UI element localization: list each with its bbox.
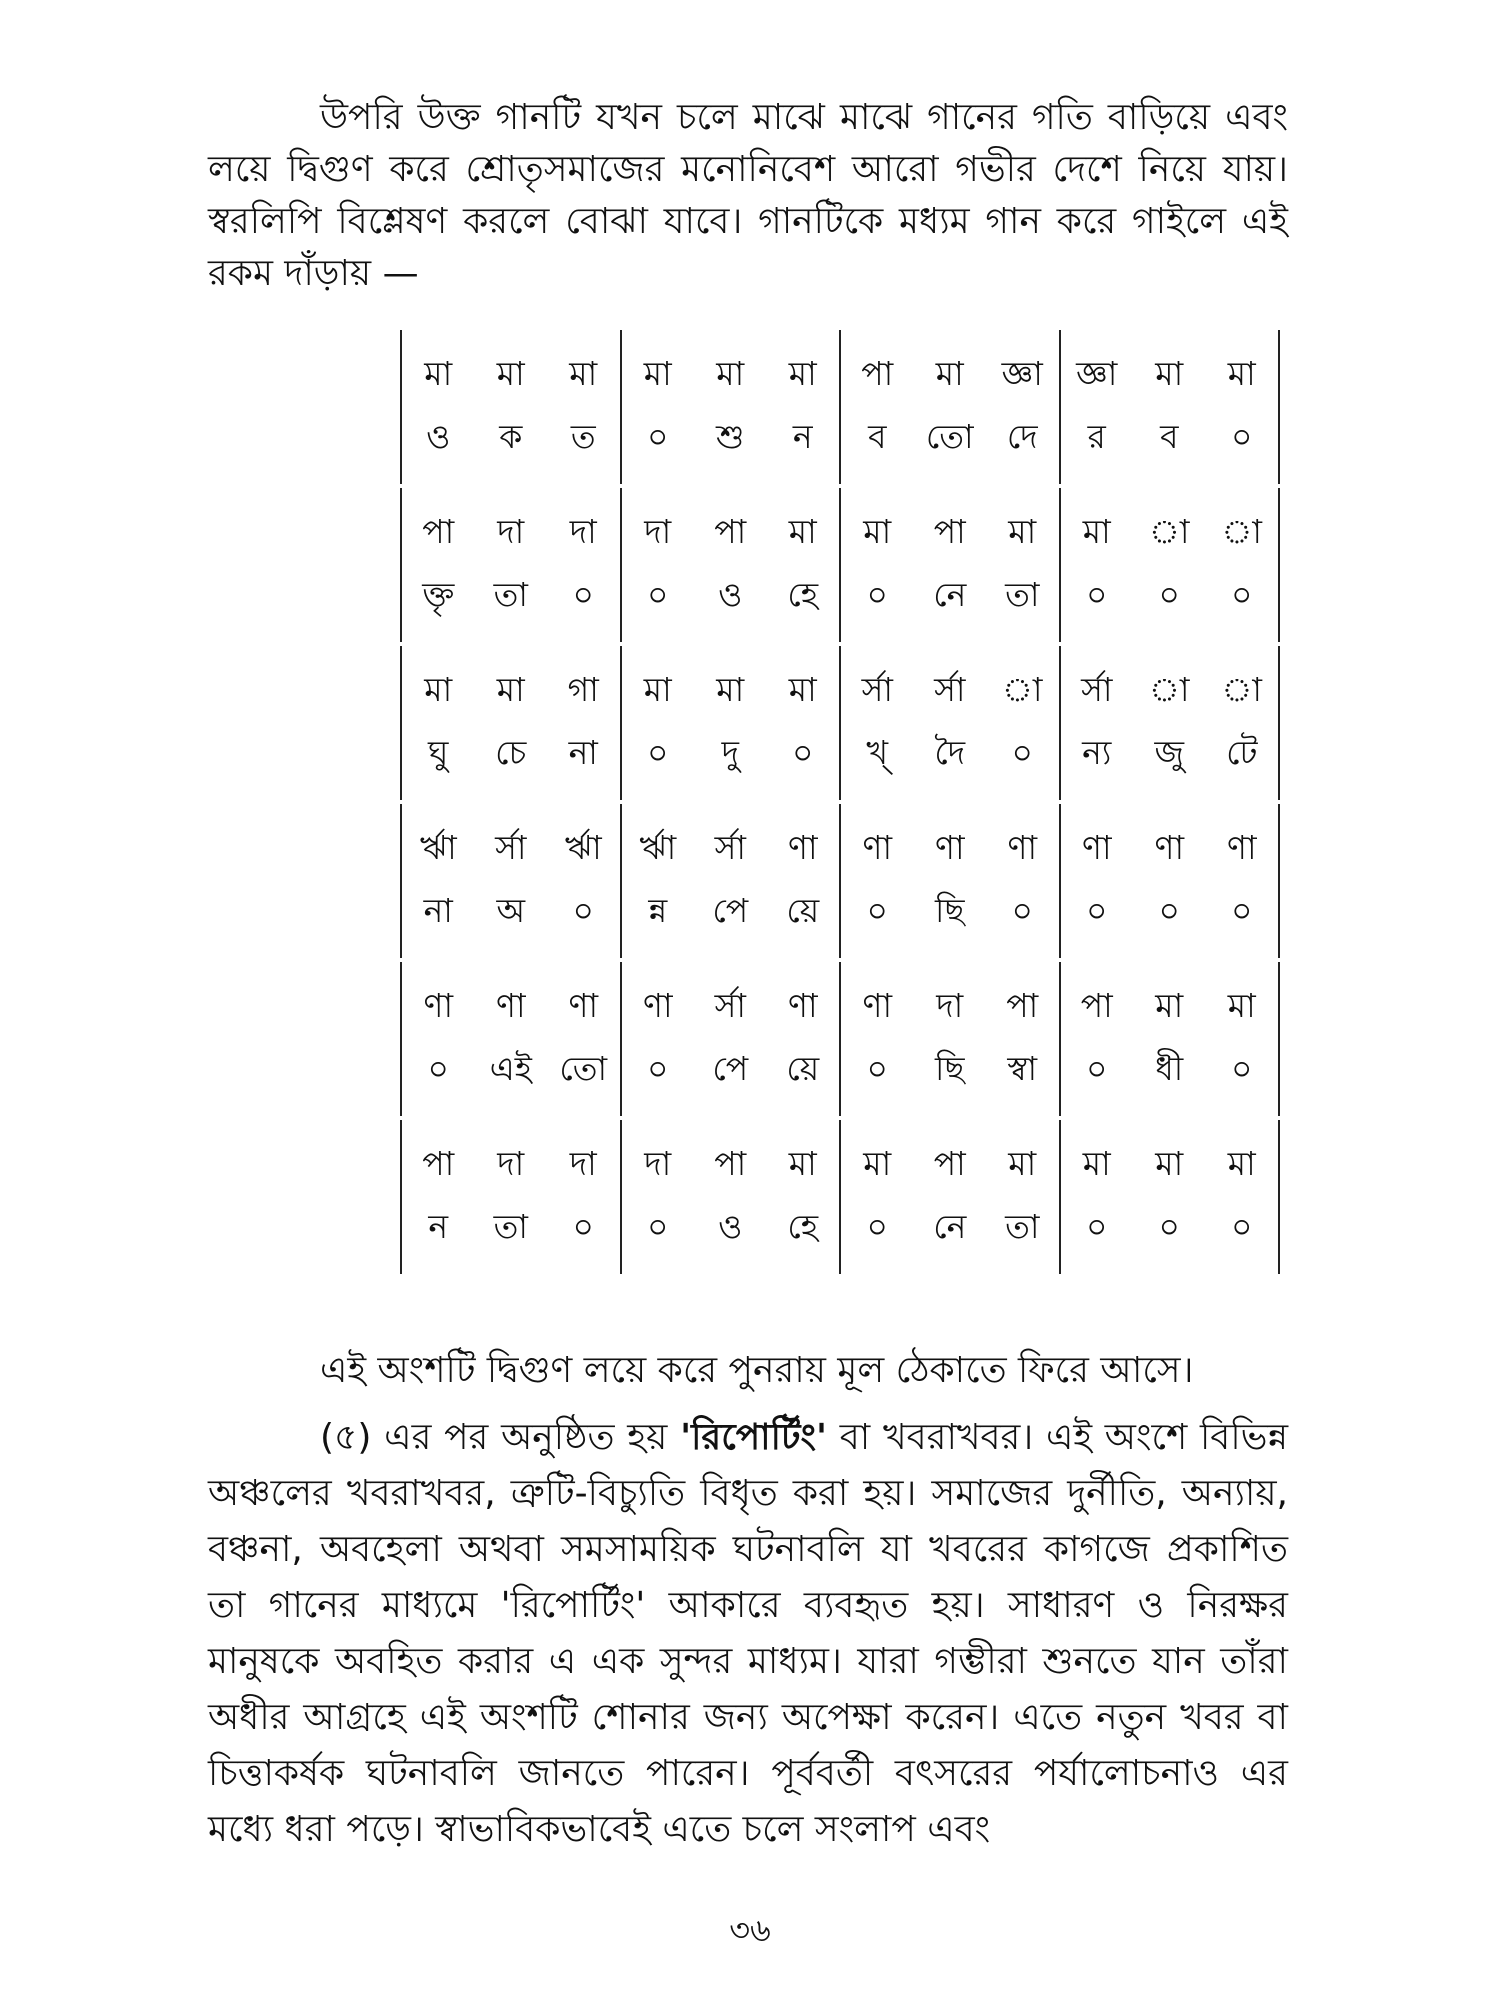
notation-measure — [839, 1120, 1059, 1274]
lyric-row — [402, 885, 620, 941]
note-cell: মা — [1008, 511, 1037, 551]
notation-measure — [400, 1120, 620, 1274]
notation-measure — [400, 962, 620, 1116]
lyric-row — [622, 1201, 840, 1257]
lyric-cell: স্বা — [1007, 1048, 1038, 1088]
lyric-cell: জু — [1154, 732, 1185, 772]
intro-paragraph: উপরি উক্ত গানটি যখন চলে মাঝে মাঝে গানের গতি বাড়িয়ে এবং লয়ে দ্বিগুণ করে শ্রোতৃসমাজের মনোনিবেশ আরো গভীর দেশে নিয়ে যায়। স্বরলিপি বিশ্লেষণ করলে বোঝা যাবে। গানটিকে মধ্যম গান করে গাইলে এই রকম দাঁড়ায় — — [208, 97, 1288, 294]
lyric-cell: য়ে — [786, 1048, 820, 1088]
lyric-cell: দে — [1006, 416, 1038, 456]
note-cell: ণা — [423, 985, 454, 1025]
note-row — [622, 506, 840, 562]
lyric-cell: ক্তৃ — [422, 574, 455, 614]
lyric-cell: ছি — [935, 1048, 965, 1088]
note-cell: র্সা — [934, 669, 966, 709]
reporting-body: বা খবরাখবর। এই অংশে বিভিন্ন অঞ্চলের খবরাখবর, ত্রুটি-বিচ্যুতি বিধৃত করা হয়। সমাজের দুর্নীতি, অন্যায়, বঞ্চনা, অবহেলা অথবা সমসাময়িক ঘটনাবলি যা খবরের কাগজে প্রকাশিত তা গানের মাধ্যমে 'রিপোর্টিং' আকারে ব্যবহৃত হয়। সাধারণ ও নিরক্ষর মানুষকে অবহিত করার এ এক সুন্দর মাধ্যম। যারা গম্ভীরা শুনতে যান তাঁরা অধীর আগ্রহে এই অংশটি শোনার জন্য অপেক্ষা করেন। এতে নতুন খবর বা চিত্তাকর্ষক ঘটনাবলি জানতে পারেন। পূর্ববর্তী বৎসরের পর্যালোচনাও এর মধ্যে ধরা পড়ে। স্বাভাবিকভাবেই এতে চলে সংলাপ এবং — [208, 1417, 1288, 1850]
note-row — [622, 980, 840, 1036]
note-cell: ণা — [495, 985, 526, 1025]
note-cell: ণা — [642, 985, 673, 1025]
notation-measure — [620, 962, 840, 1116]
note-cell: পা — [1006, 985, 1039, 1025]
notation-measure — [1059, 330, 1281, 484]
note-cell: পা — [422, 1143, 455, 1183]
lyric-cell: তা — [1005, 1206, 1040, 1246]
lyric-cell: দৈ — [934, 732, 966, 772]
lyric-cell: ন্ন — [648, 890, 668, 930]
lyric-cell: ০ — [1231, 1206, 1253, 1246]
lyric-row — [1061, 411, 1279, 467]
lyric-cell: পে — [712, 890, 749, 930]
note-cell: র্সা — [495, 827, 527, 867]
page-number: ৩৬ — [729, 1911, 771, 1949]
lyric-cell: ছি — [935, 890, 965, 930]
lyric-row — [841, 1201, 1059, 1257]
note-cell: দা — [497, 1143, 525, 1183]
lyric-cell: পে — [712, 1048, 749, 1088]
note-cell: পা — [933, 1143, 966, 1183]
note-cell: ণা — [1081, 827, 1112, 867]
lyric-row — [402, 1043, 620, 1099]
note-cell: ণা — [1007, 827, 1038, 867]
notation-measure — [400, 330, 620, 484]
lyric-cell: ০ — [866, 574, 888, 614]
note-cell: র্ঋা — [564, 827, 602, 867]
note-row — [402, 664, 620, 720]
note-row — [1061, 1138, 1279, 1194]
lyric-row — [841, 411, 1059, 467]
notation-block — [400, 330, 1280, 484]
note-cell: দা — [497, 511, 525, 551]
lyric-cell: ০ — [1011, 890, 1033, 930]
note-row — [402, 506, 620, 562]
note-cell: পা — [861, 353, 894, 393]
lyric-cell: ব — [868, 416, 887, 456]
lyric-cell: ০ — [1231, 1048, 1253, 1088]
lyric-cell: র — [1087, 416, 1106, 456]
note-cell: া — [1002, 669, 1043, 709]
note-cell: দা — [936, 985, 964, 1025]
note-cell: দা — [569, 511, 597, 551]
lyric-cell: ক — [499, 416, 523, 456]
note-cell: পা — [1080, 985, 1113, 1025]
notation-measure — [1059, 488, 1281, 642]
note-row — [402, 348, 620, 404]
lyric-cell: ০ — [572, 1206, 594, 1246]
note-row — [1061, 822, 1279, 878]
note-cell: মা — [1155, 353, 1184, 393]
note-cell: মা — [643, 353, 672, 393]
lyric-row — [622, 411, 840, 467]
note-cell: দা — [644, 1143, 672, 1183]
lyric-cell: ০ — [1158, 1206, 1180, 1246]
lyric-cell: ন — [792, 416, 813, 456]
note-cell: মা — [788, 353, 817, 393]
lyric-cell: ঘু — [428, 732, 449, 772]
note-cell: মা — [424, 353, 453, 393]
note-row — [622, 1138, 840, 1194]
note-cell: মা — [1227, 1143, 1256, 1183]
note-row — [622, 822, 840, 878]
notation-measure — [620, 804, 840, 958]
note-cell: পা — [714, 511, 747, 551]
reporting-paragraph — [208, 1410, 1288, 1858]
notation-measure — [620, 1120, 840, 1274]
after-notation-paragraph: এই অংশটি দ্বিগুণ লয়ে করে পুনরায় মূল ঠেকাতে ফিরে আসে। — [320, 1350, 1194, 1391]
lyric-cell: ০ — [866, 1048, 888, 1088]
note-cell: মা — [788, 669, 817, 709]
lyric-cell: তো — [559, 1048, 608, 1088]
note-cell: ণা — [862, 827, 893, 867]
lyric-cell: ০ — [1158, 574, 1180, 614]
lyric-cell: হে — [787, 1206, 819, 1246]
note-cell: র্সা — [1081, 669, 1113, 709]
note-row — [841, 1138, 1059, 1194]
note-cell: ণা — [862, 985, 893, 1025]
lyric-row — [841, 885, 1059, 941]
lyric-cell: চে — [495, 732, 527, 772]
note-cell: মা — [496, 669, 525, 709]
lyric-cell: ন্য — [1082, 732, 1112, 772]
notation-block — [400, 488, 1280, 642]
lyric-cell: ও — [718, 1206, 743, 1246]
note-cell: মা — [788, 511, 817, 551]
notation-measure — [400, 646, 620, 800]
note-cell: র্সা — [714, 985, 746, 1025]
note-cell: ণা — [787, 985, 818, 1025]
note-cell: দা — [644, 511, 672, 551]
swaralipi-notation — [400, 330, 1280, 1278]
lyric-cell: ০ — [1011, 732, 1033, 772]
notation-measure — [1059, 804, 1281, 958]
note-cell: মা — [496, 353, 525, 393]
note-cell: মা — [863, 1143, 892, 1183]
lyric-cell: ধী — [1155, 1048, 1184, 1088]
note-cell: জ্ঞা — [1076, 353, 1118, 393]
notation-block — [400, 1120, 1280, 1274]
note-row — [402, 1138, 620, 1194]
lyric-cell: ০ — [647, 732, 669, 772]
note-row — [841, 348, 1059, 404]
lyric-cell: ০ — [1231, 890, 1253, 930]
note-cell: পা — [714, 1143, 747, 1183]
lyric-cell: তো — [925, 416, 974, 456]
lyric-row — [841, 727, 1059, 783]
lyric-cell: ত — [570, 416, 596, 456]
notation-measure — [1059, 1120, 1281, 1274]
notation-measure — [839, 962, 1059, 1116]
note-cell: া — [1149, 669, 1190, 709]
lyric-cell: ০ — [647, 574, 669, 614]
lyric-cell: শু — [716, 416, 745, 456]
note-cell: পা — [422, 511, 455, 551]
lyric-row — [402, 411, 620, 467]
note-cell: পা — [933, 511, 966, 551]
note-cell: মা — [1227, 353, 1256, 393]
lyric-cell: অ — [496, 890, 526, 930]
note-cell: র্ঋা — [639, 827, 677, 867]
notation-block — [400, 804, 1280, 958]
lyric-row — [622, 569, 840, 625]
lyric-cell: ন — [428, 1206, 449, 1246]
note-cell: মা — [643, 669, 672, 709]
lyric-cell: ০ — [572, 890, 594, 930]
lyric-row — [1061, 1201, 1279, 1257]
lyric-cell: ০ — [1231, 574, 1253, 614]
lyric-cell: ও — [718, 574, 743, 614]
note-row — [841, 980, 1059, 1036]
lyric-cell: এই — [489, 1048, 532, 1088]
lyric-cell: ০ — [1086, 1206, 1108, 1246]
note-cell: মা — [1008, 1143, 1037, 1183]
lyric-cell: ০ — [792, 732, 814, 772]
note-cell: ণা — [568, 985, 599, 1025]
note-cell: মা — [1227, 985, 1256, 1025]
note-row — [841, 822, 1059, 878]
note-cell: মা — [1155, 985, 1184, 1025]
lyric-cell: তা — [493, 574, 528, 614]
lyric-row — [622, 1043, 840, 1099]
lyric-row — [841, 1043, 1059, 1099]
note-cell: গা — [567, 669, 599, 709]
note-cell: মা — [1082, 1143, 1111, 1183]
notation-measure — [1059, 962, 1281, 1116]
note-row — [402, 980, 620, 1036]
lyric-row — [1061, 727, 1279, 783]
lyric-row — [841, 569, 1059, 625]
lyric-cell: ০ — [1231, 416, 1253, 456]
note-cell: া — [1149, 511, 1190, 551]
lyric-row — [402, 569, 620, 625]
reporting-lead: (৫) এর পর অনুষ্ঠিত হয় — [320, 1417, 681, 1458]
notation-measure — [400, 804, 620, 958]
notation-measure — [620, 646, 840, 800]
lyric-cell: না — [423, 890, 453, 930]
notation-measure — [839, 488, 1059, 642]
note-cell: মা — [1082, 511, 1111, 551]
note-cell: মা — [788, 1143, 817, 1183]
note-cell: ণা — [1154, 827, 1185, 867]
notation-measure — [400, 488, 620, 642]
lyric-cell: না — [568, 732, 598, 772]
lyric-row — [402, 1201, 620, 1257]
lyric-cell: ০ — [1086, 1048, 1108, 1088]
lyric-cell: য়ে — [786, 890, 820, 930]
lyric-cell: ও — [426, 416, 451, 456]
note-cell: মা — [569, 353, 598, 393]
note-row — [1061, 980, 1279, 1036]
note-cell: মা — [863, 511, 892, 551]
note-cell: মা — [716, 353, 745, 393]
lyric-cell: টে — [1226, 732, 1258, 772]
lyric-cell: ব — [1160, 416, 1179, 456]
notation-measure — [839, 330, 1059, 484]
notation-block — [400, 646, 1280, 800]
lyric-cell: ০ — [866, 1206, 888, 1246]
notation-measure — [1059, 646, 1281, 800]
note-cell: ণা — [934, 827, 965, 867]
lyric-cell: তা — [493, 1206, 528, 1246]
note-cell: া — [1221, 511, 1262, 551]
lyric-row — [1061, 885, 1279, 941]
lyric-cell: ০ — [647, 1206, 669, 1246]
lyric-cell: খ্ — [866, 732, 889, 772]
notation-measure — [620, 330, 840, 484]
lyric-row — [622, 885, 840, 941]
note-row — [402, 822, 620, 878]
notation-measure — [839, 646, 1059, 800]
lyric-row — [1061, 1043, 1279, 1099]
note-row — [841, 664, 1059, 720]
lyric-cell: ০ — [1086, 890, 1108, 930]
lyric-cell: ০ — [1158, 890, 1180, 930]
note-cell: র্সা — [861, 669, 893, 709]
note-row — [841, 506, 1059, 562]
note-cell: জ্ঞা — [1001, 353, 1043, 393]
lyric-cell: নে — [933, 1206, 967, 1246]
lyric-cell: ০ — [647, 416, 669, 456]
note-cell: দা — [569, 1143, 597, 1183]
lyric-cell: ০ — [427, 1048, 449, 1088]
note-cell: মা — [424, 669, 453, 709]
note-row — [622, 664, 840, 720]
lyric-row — [1061, 569, 1279, 625]
lyric-cell: ০ — [866, 890, 888, 930]
note-cell: র্সা — [714, 827, 746, 867]
notation-measure — [620, 488, 840, 642]
lyric-cell: নে — [933, 574, 967, 614]
lyric-row — [402, 727, 620, 783]
lyric-cell: ০ — [572, 574, 594, 614]
note-cell: া — [1221, 669, 1262, 709]
reporting-bold-term: 'রিপোর্টিং' — [680, 1417, 828, 1458]
note-cell: মা — [1155, 1143, 1184, 1183]
note-cell: ণা — [1226, 827, 1257, 867]
lyric-cell: তা — [1005, 574, 1040, 614]
note-cell: ণা — [787, 827, 818, 867]
note-row — [622, 348, 840, 404]
lyric-row — [622, 727, 840, 783]
note-cell: মা — [716, 669, 745, 709]
note-cell: র্ঋা — [419, 827, 457, 867]
lyric-cell: হে — [787, 574, 819, 614]
note-row — [1061, 506, 1279, 562]
lyric-cell: ০ — [647, 1048, 669, 1088]
note-row — [1061, 664, 1279, 720]
lyric-cell: দু — [721, 732, 739, 772]
notation-block — [400, 962, 1280, 1116]
notation-measure — [839, 804, 1059, 958]
note-row — [1061, 348, 1279, 404]
lyric-cell: ০ — [1086, 574, 1108, 614]
note-cell: মা — [935, 353, 964, 393]
